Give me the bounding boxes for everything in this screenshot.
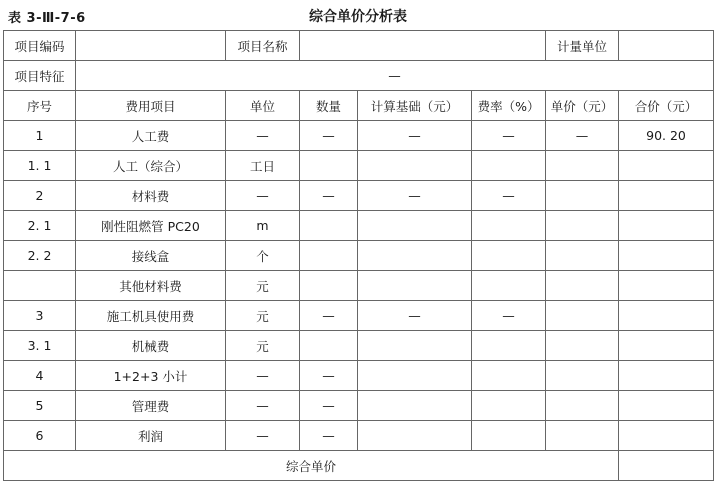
info-row-feature bbox=[4, 61, 714, 91]
feature-label: 项目特征 bbox=[4, 61, 76, 91]
cell-total: 90. 20 bbox=[619, 121, 714, 151]
header-item: 费用项目 bbox=[76, 91, 226, 121]
cell-rate bbox=[472, 391, 546, 421]
name-value bbox=[300, 31, 546, 61]
cell-base bbox=[358, 331, 472, 361]
cell-base bbox=[358, 271, 472, 301]
cell-unit: — bbox=[226, 121, 300, 151]
cell-item: 1+2+3 小计 bbox=[76, 361, 226, 391]
cell-total bbox=[619, 391, 714, 421]
cell-unit: — bbox=[226, 181, 300, 211]
header-row bbox=[4, 91, 714, 121]
header-qty: 数量 bbox=[300, 91, 358, 121]
info-row-code bbox=[4, 31, 714, 61]
cell-rate bbox=[472, 331, 546, 361]
cell-base bbox=[358, 241, 472, 271]
cell-price bbox=[546, 151, 619, 181]
cell-total bbox=[619, 301, 714, 331]
cell-unit: 工日 bbox=[226, 151, 300, 181]
header-base: 计算基础（元） bbox=[358, 91, 472, 121]
table-row bbox=[4, 211, 714, 241]
name-label: 项目名称 bbox=[226, 31, 300, 61]
cell-base: — bbox=[358, 121, 472, 151]
code-label: 项目编码 bbox=[4, 31, 76, 61]
table-row bbox=[4, 121, 714, 151]
cell-price bbox=[546, 211, 619, 241]
unit-label: 计量单位 bbox=[546, 31, 619, 61]
cell-total bbox=[619, 331, 714, 361]
table-title: 综合单价分析表 bbox=[309, 9, 407, 25]
header-unit: 单位 bbox=[226, 91, 300, 121]
cell-base bbox=[358, 421, 472, 451]
cell-unit: m bbox=[226, 211, 300, 241]
cell-base bbox=[358, 151, 472, 181]
cell-price bbox=[546, 391, 619, 421]
cell-total bbox=[619, 241, 714, 271]
cell-item: 机械费 bbox=[76, 331, 226, 361]
cell-seq: 3 bbox=[4, 301, 76, 331]
cell-rate bbox=[472, 271, 546, 301]
cell-rate: — bbox=[472, 181, 546, 211]
cell-rate bbox=[472, 211, 546, 241]
cell-seq: 2. 1 bbox=[4, 211, 76, 241]
cell-qty bbox=[300, 271, 358, 301]
cell-total bbox=[619, 151, 714, 181]
cell-base bbox=[358, 361, 472, 391]
cell-price: — bbox=[546, 121, 619, 151]
cell-qty bbox=[300, 211, 358, 241]
table-row bbox=[4, 181, 714, 211]
unit-value bbox=[619, 31, 714, 61]
code-value bbox=[76, 31, 226, 61]
cell-seq: 2 bbox=[4, 181, 76, 211]
cell-item: 人工（综合） bbox=[76, 151, 226, 181]
cell-item: 施工机具使用费 bbox=[76, 301, 226, 331]
cell-base bbox=[358, 211, 472, 241]
cell-seq: 5 bbox=[4, 391, 76, 421]
cell-qty: — bbox=[300, 391, 358, 421]
cell-total bbox=[619, 271, 714, 301]
cell-rate bbox=[472, 421, 546, 451]
cell-price bbox=[546, 241, 619, 271]
cell-item: 刚性阻燃管 PC20 bbox=[76, 211, 226, 241]
cell-item: 人工费 bbox=[76, 121, 226, 151]
cell-price bbox=[546, 271, 619, 301]
caption bbox=[0, 0, 716, 30]
cell-item: 材料费 bbox=[76, 181, 226, 211]
header-seq: 序号 bbox=[4, 91, 76, 121]
cell-base: — bbox=[358, 301, 472, 331]
cell-total bbox=[619, 211, 714, 241]
cell-seq: 6 bbox=[4, 421, 76, 451]
header-rate: 费率（%） bbox=[472, 91, 546, 121]
table-row bbox=[4, 241, 714, 271]
cell-qty: — bbox=[300, 421, 358, 451]
cell-base: — bbox=[358, 181, 472, 211]
cell-total bbox=[619, 421, 714, 451]
cell-seq: 1. 1 bbox=[4, 151, 76, 181]
cell-price bbox=[546, 331, 619, 361]
header-price: 单价（元） bbox=[546, 91, 619, 121]
cell-price bbox=[546, 421, 619, 451]
cell-qty: — bbox=[300, 361, 358, 391]
cell-rate bbox=[472, 361, 546, 391]
cell-unit: — bbox=[226, 391, 300, 421]
footer-label: 综合单价 bbox=[4, 451, 619, 481]
cell-item: 管理费 bbox=[76, 391, 226, 421]
cell-unit: — bbox=[226, 361, 300, 391]
cell-total bbox=[619, 361, 714, 391]
cell-item: 利润 bbox=[76, 421, 226, 451]
cell-total bbox=[619, 181, 714, 211]
cell-unit: — bbox=[226, 421, 300, 451]
header-total: 合价（元） bbox=[619, 91, 714, 121]
cell-seq: 4 bbox=[4, 361, 76, 391]
table-row bbox=[4, 271, 714, 301]
cell-rate bbox=[472, 241, 546, 271]
cell-qty: — bbox=[300, 121, 358, 151]
cell-unit: 元 bbox=[226, 301, 300, 331]
cell-qty bbox=[300, 331, 358, 361]
table-row bbox=[4, 331, 714, 361]
table-row bbox=[4, 391, 714, 421]
table-row bbox=[4, 151, 714, 181]
cell-unit: 个 bbox=[226, 241, 300, 271]
footer-row bbox=[4, 451, 714, 481]
cell-rate: — bbox=[472, 301, 546, 331]
footer-value bbox=[619, 451, 714, 481]
cell-unit: 元 bbox=[226, 331, 300, 361]
cell-qty bbox=[300, 241, 358, 271]
cell-seq: 1 bbox=[4, 121, 76, 151]
cell-seq: 3. 1 bbox=[4, 331, 76, 361]
cell-base bbox=[358, 391, 472, 421]
table-row bbox=[4, 361, 714, 391]
cell-rate bbox=[472, 151, 546, 181]
table-row bbox=[4, 421, 714, 451]
cell-seq bbox=[4, 271, 76, 301]
unit-price-analysis-table bbox=[3, 30, 714, 481]
cell-price bbox=[546, 361, 619, 391]
table-row bbox=[4, 301, 714, 331]
cell-item: 接线盒 bbox=[76, 241, 226, 271]
cell-qty: — bbox=[300, 181, 358, 211]
cell-item: 其他材料费 bbox=[76, 271, 226, 301]
cell-qty: — bbox=[300, 301, 358, 331]
cell-qty bbox=[300, 151, 358, 181]
cell-price bbox=[546, 181, 619, 211]
cell-unit: 元 bbox=[226, 271, 300, 301]
cell-price bbox=[546, 301, 619, 331]
cell-rate: — bbox=[472, 121, 546, 151]
feature-value: — bbox=[76, 61, 714, 91]
cell-seq: 2. 2 bbox=[4, 241, 76, 271]
table-number: 表 3-Ⅲ-7-6 bbox=[8, 11, 86, 26]
